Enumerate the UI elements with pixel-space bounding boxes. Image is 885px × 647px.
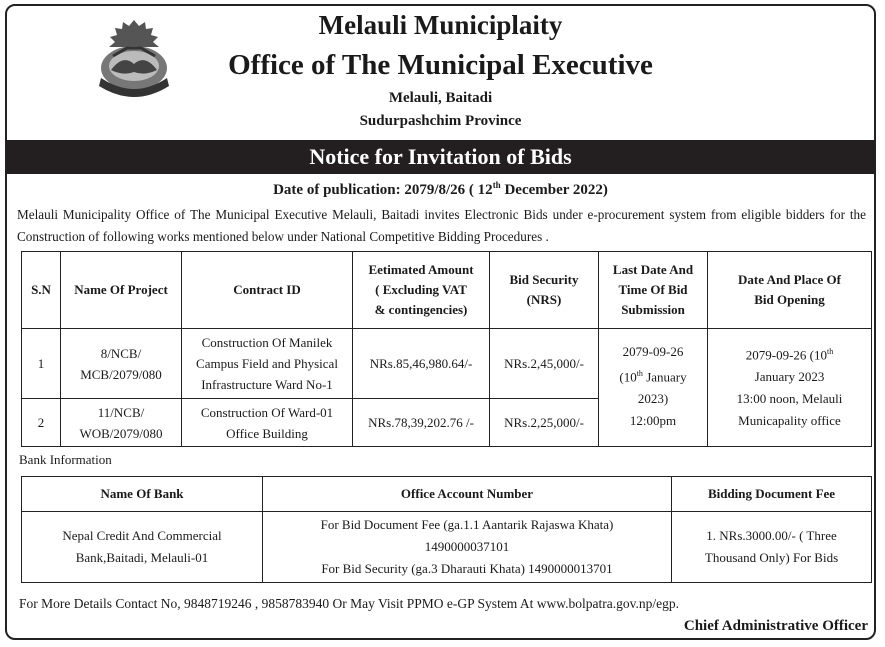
row-sn: 2 [22,399,61,447]
header-account: Office Account Number [263,477,672,512]
signatory: Chief Administrative Officer [683,618,868,634]
header-last-date: Last Date And Time Of Bid Submission [599,252,708,329]
province-line: Sudurpashchim Province [359,113,522,129]
bids-table-header [22,252,872,329]
header-sn: S.N [22,252,61,329]
header-amount: Eetimated Amount ( Excluding VAT & contingencies) [353,252,490,329]
contact-line: For More Details Contact No, 9848719246 , 9858783940 Or May Visit PPMO e-GP System At www.bolpatra.gov.np/egp. [19,596,680,611]
table-row [22,512,872,583]
intro-paragraph: Melauli Municipality Office of The Municipal Executive Melauli, Baitadi invites Electronic Bids under e-procurement system from eligible bidders for the Construction of following works mentioned below under National Competitive Bidding Procedures . [17,207,866,244]
row-amount: NRs.85,46,980.64/- [353,329,490,399]
row-security: NRs.2,45,000/- [490,329,599,399]
row-security: NRs.2,25,000/- [490,399,599,447]
fee-cell: 1. NRs.3000.00/- ( Three Thousand Only) For Bids [672,512,872,583]
header-bank: Name Of Bank [22,477,263,512]
notice-frame [5,4,876,640]
header-fee: Bidding Document Fee [672,477,872,512]
header-contract: Contract ID [182,252,353,329]
opening-cell: 2079-09-26 (10th January 2023 13:00 noon, Melauli Municapality office [708,329,872,447]
bank-info-label: Bank Information [19,452,112,467]
row-project: 8/NCB/ MCB/2079/080 [61,329,182,399]
row-contract: Construction Of Ward-01 Office Building [182,399,353,447]
row-sn: 1 [22,329,61,399]
office-title: Office of The Municipal Executive [228,49,653,81]
bank-table [21,476,872,583]
location-line: Melauli, Baitadi [388,90,493,106]
row-amount: NRs.78,39,202.76 /- [353,399,490,447]
last-date-cell: 2079-09-26 (10th January 2023) 12:00pm [599,329,708,447]
table-row [22,329,872,399]
bids-table [21,251,872,447]
bank-table-header [22,477,872,512]
bank-name-cell: Nepal Credit And Commercial Bank,Baitadi, Melauli-01 [22,512,263,583]
header-project: Name Of Project [61,252,182,329]
municipality-title: Melauli Municiplaity [318,10,563,40]
account-cell: For Bid Document Fee (ga.1.1 Aantarik Rajaswa Khata) 1490000037101 For Bid Security (ga.3 Dharauti Khata) 1490000013701 [263,512,672,583]
header-security: Bid Security (NRS) [490,252,599,329]
row-project: 11/NCB/ WOB/2079/080 [61,399,182,447]
row-contract: Construction Of Manilek Campus Field and Physical Infrastructure Ward No-1 [182,329,353,399]
publication-date: Date of publication: 2079/8/26 ( 12th December 2022) [273,180,608,198]
notice-banner: Notice for Invitation of Bids [7,140,874,174]
header-opening: Date And Place Of Bid Opening [708,252,872,329]
